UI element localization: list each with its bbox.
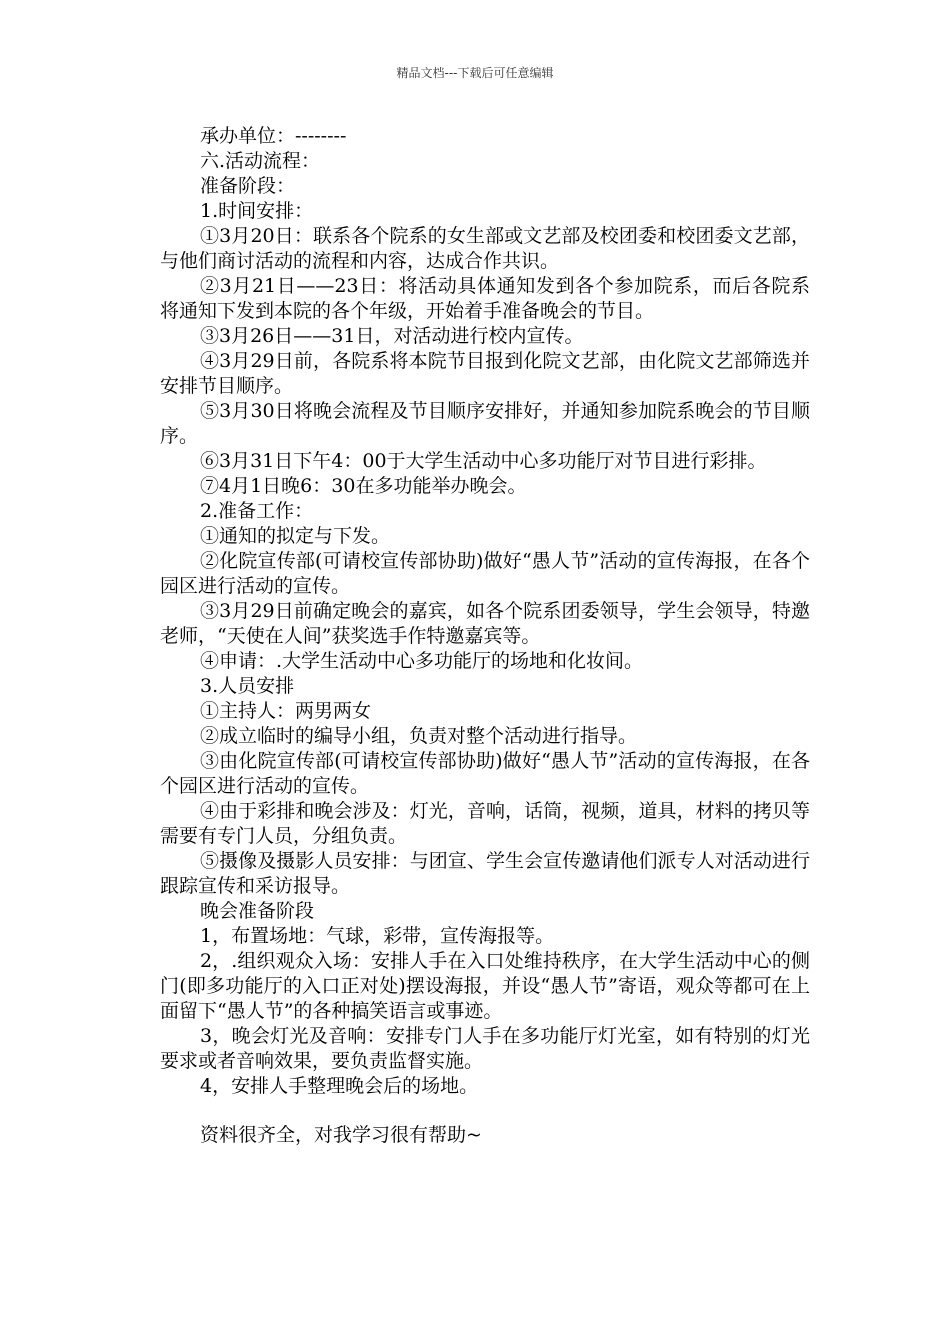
list-item: ③由化院宣传部(可请校宣传部协助)做好“愚人节”活动的宣传海报，在各个园区进行活动的宣传。 bbox=[160, 750, 810, 797]
list-item: ⑤3月30日将晚会流程及节目顺序安排好，并通知参加院系晚会的节目顺序。 bbox=[160, 400, 810, 447]
subsection-heading: 2.准备工作： bbox=[200, 500, 314, 522]
list-item: 1，布置场地：气球，彩带，宣传海报等。 bbox=[200, 925, 555, 947]
document-body bbox=[160, 124, 810, 1148]
footer-note: 资料很齐全，对我学习很有帮助~ bbox=[200, 1124, 482, 1146]
list-item: ①3月20日：联系各个院系的女生部或文艺部及校团委和校团委文艺部，与他们商讨活动的流程和内容，达成合作共识。 bbox=[160, 225, 810, 272]
list-item: ②3月21日——23日：将活动具体通知发到各个参加院系，而后各院系将通知下发到本院的各个年级，开始着手准备晚会的节目。 bbox=[160, 275, 810, 322]
organizer-line: 承办单位：-------- bbox=[200, 125, 347, 147]
list-item: ①主持人：两男两女 bbox=[200, 700, 372, 722]
paragraph-gap bbox=[160, 1099, 810, 1123]
subsection-heading: 3.人员安排 bbox=[200, 675, 295, 697]
list-item: ⑥3月31日下午4：00于大学生活动中心多功能厅对节目进行彩排。 bbox=[200, 450, 767, 472]
stage-heading: 准备阶段： bbox=[200, 175, 296, 197]
stage-heading: 晚会准备阶段 bbox=[200, 900, 315, 922]
list-item: ⑤摄像及摄影人员安排：与团宣、学生会宣传邀请他们派专人对活动进行跟踪宣传和采访报导。 bbox=[160, 850, 810, 897]
list-item: ②成立临时的编导小组，负责对整个活动进行指导。 bbox=[200, 725, 638, 747]
list-item: 4，安排人手整理晚会后的场地。 bbox=[200, 1075, 479, 1097]
list-item: ③3月26日——31日，对活动进行校内宣传。 bbox=[200, 325, 584, 347]
list-item: ③3月29日前确定晚会的嘉宾，如各个院系团委领导，学生会领导，特邀老师，“天使在人间”获奖选手作特邀嘉宾等。 bbox=[160, 600, 810, 647]
subsection-heading: 1.时间安排： bbox=[200, 200, 314, 222]
list-item: ④3月29日前，各院系将本院节目报到化院文艺部，由化院文艺部筛选并安排节目顺序。 bbox=[160, 350, 810, 397]
list-item: 3，晚会灯光及音响：安排专门人手在多功能厅灯光室，如有特别的灯光要求或者音响效果，要负责监督实施。 bbox=[160, 1025, 810, 1072]
list-item: ②化院宣传部(可请校宣传部协助)做好“愚人节”活动的宣传海报，在各个园区进行活动的宣传。 bbox=[160, 550, 810, 597]
list-item: 2，.组织观众入场：安排人手在入口处维持秩序，在大学生活动中心的侧门(即多功能厅的入口正对处)摆设海报，并设“愚人节”寄语，观众等都可在上面留下“愚人节”的各种搞笑语言或事迹。 bbox=[160, 950, 810, 1022]
list-item: ⑦4月1日晚6：30在多功能举办晚会。 bbox=[200, 475, 527, 497]
list-item: ①通知的拟定与下发。 bbox=[200, 525, 391, 547]
section-heading: 六.活动流程： bbox=[200, 150, 321, 172]
list-item: ④由于彩排和晚会涉及：灯光，音响，话筒，视频，道具，材料的拷贝等需要有专门人员，分组负责。 bbox=[160, 800, 810, 847]
list-item: ④申请：.大学生活动中心多功能厅的场地和化妆间。 bbox=[200, 650, 644, 672]
page-header: 精品文档---下载后可任意编辑 bbox=[396, 66, 554, 80]
